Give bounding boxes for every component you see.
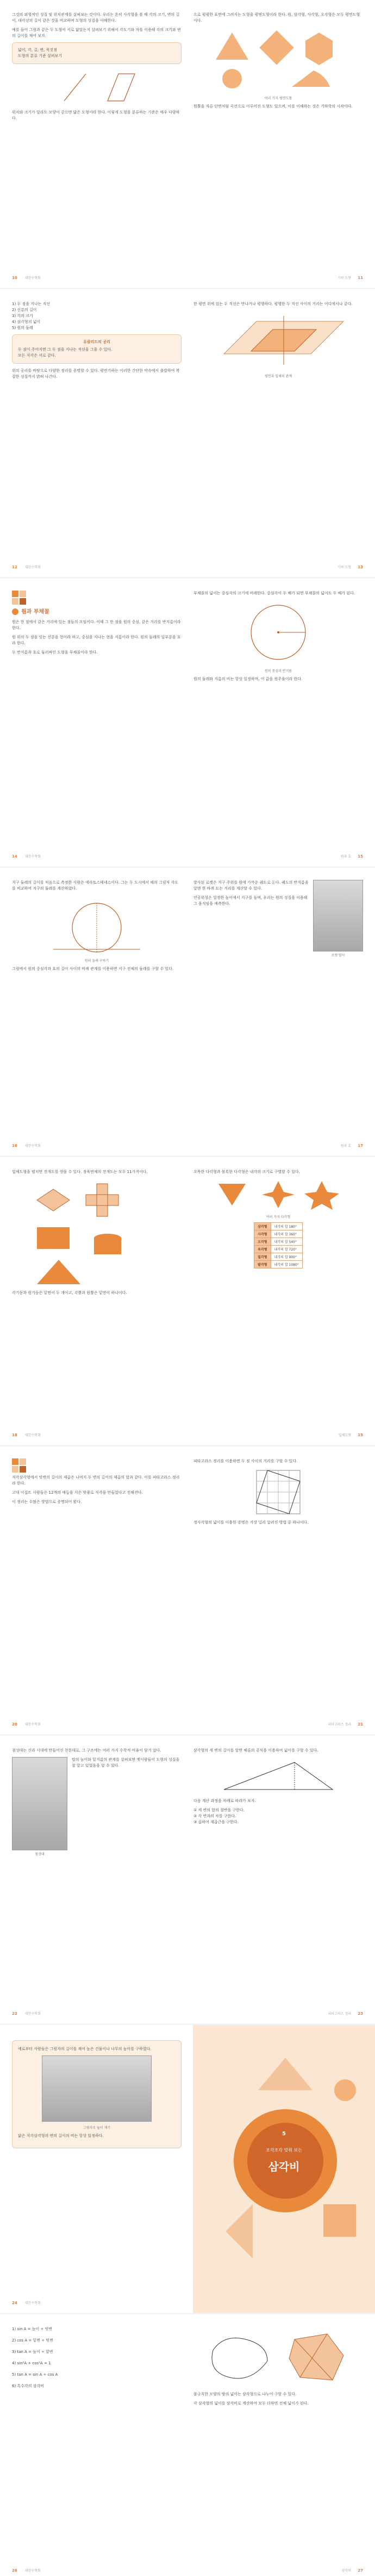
spread-6: [0, 1446, 375, 1734]
list-item: ① 세 변의 합의 절반을 구한다.: [193, 1808, 245, 1812]
paragraph: 예를 들어 그림과 같은 두 도형이 서로 닮았는지 살펴보기 위해서 각도기와 자를 이용해 각의 크기와 변의 길이를 재어 보자.: [12, 28, 181, 38]
paragraph: 그림에서 원의 중심각과 호의 길이 사이의 비례 관계를 이용하면 지구 전체의 둘레를 구할 수 있다.: [12, 967, 174, 971]
list-item: 4) sin²A + cos²A = 1: [12, 2361, 51, 2365]
running-head: 대한수학회: [25, 2301, 41, 2305]
decor-squares-icon: [12, 591, 34, 607]
figure-caption: 로켓 발사: [331, 954, 345, 957]
figure-shapes: [210, 27, 346, 92]
list-item: 1) 두 점을 지나는 직선: [12, 302, 51, 306]
table-cell: 사각형: [254, 1230, 271, 1238]
running-head: 입체도형: [338, 1433, 351, 1437]
running-head: 피타고라스 정리: [328, 1723, 351, 1727]
page-number: 17: [358, 1144, 363, 1148]
running-head: 삼각비: [341, 2569, 351, 2573]
list-item: 도형의 분류 기준 살펴보기: [18, 54, 62, 58]
rocket-photo: [313, 880, 363, 951]
spread-3: [0, 579, 375, 866]
paragraph: 원의 둘레와 지름의 비는 항상 일정하며, 이 값을 원주율이라 한다.: [193, 677, 303, 681]
table-cell: 칠각형: [254, 1253, 271, 1261]
left-column: [12, 12, 182, 272]
paragraph: 직각삼각형에서 빗변의 길이의 제곱은 나머지 두 변의 길이의 제곱의 합과 같다. 이를 피타고라스 정리라 한다.: [12, 1475, 180, 1486]
paragraph: 위치와 크기가 달라도 모양이 같으면 닮은 도형이라 한다. 이렇게 도형을 분류하는 기준은 매우 다양하다.: [12, 110, 180, 120]
table-cell: 삼각형: [254, 1223, 271, 1230]
list-item: 3) tan A = 높이 ÷ 밑변: [12, 2350, 53, 2354]
page-number: 15: [358, 854, 363, 859]
list-item: 두 점이 주어지면 그 두 점을 지나는 직선을 그을 수 있다.: [18, 347, 112, 352]
list-item: 2) cos A = 밑변 ÷ 빗변: [12, 2338, 53, 2343]
paragraph: 각 삼각형의 넓이를 삼각비로 계산하여 모두 더하면 전체 넓이가 된다.: [193, 2401, 309, 2406]
paragraph: 오목한 다각형과 볼록한 다각형은 내각의 크기로 구별할 수 있다.: [193, 1170, 300, 1174]
text-block: [193, 880, 309, 961]
figure-caption: 첨성대: [35, 1852, 45, 1856]
running-head: 대한수학회: [25, 276, 41, 280]
paragraph: 각기둥과 원기둥은 밑면이 두 개이고, 각뿔과 원뿔은 밑면이 하나이다.: [12, 1291, 127, 1295]
right-column: [193, 880, 363, 1140]
paragraph: 원은 한 점에서 같은 거리에 있는 점들의 모임이다. 이때 그 한 점을 원의 중심, 같은 거리를 반지름이라 한다.: [12, 620, 181, 630]
chapter-subtitle: 조각조각 맞춰 보는: [266, 2148, 302, 2153]
left-column: [12, 591, 182, 851]
list-item: 2) 선분의 길이: [12, 308, 37, 312]
paragraph: 탑의 높이와 밑지름의 관계를 살펴보면 옛사람들이 도형의 성질을 잘 알고 있었음을 알 수 있다.: [72, 1757, 180, 1768]
spread-4: [0, 868, 375, 1156]
left-column: [12, 2326, 182, 2565]
figure-triangle: [218, 1757, 338, 1795]
paragraph: 원뿔을 자른 단면처럼 곡선으로 이루어진 도형도 있으며, 이를 이해하는 것은 기하학의 시작이다.: [193, 104, 353, 109]
list-item: ③ 곱하여 제곱근을 구한다.: [193, 1820, 239, 1824]
shadow-photo: [42, 2055, 152, 2122]
page-number: 13: [358, 565, 363, 569]
figure-caption: 그림자로 높이 재기: [83, 2126, 111, 2130]
table-cell: 팔각형: [254, 1261, 271, 1268]
spread-5: [0, 1157, 375, 1445]
running-head: 대한수학회: [25, 855, 41, 859]
text-with-photo: [12, 1757, 182, 1860]
page-number: 23: [358, 2012, 363, 2016]
paragraph: 닮은 직각삼각형의 변의 길이의 비는 항상 일정하다.: [18, 2134, 104, 2138]
paragraph: 고대 이집트 사람들은 12개의 매듭을 지은 밧줄로 직각을 만들었다고 전해진다.: [12, 1490, 143, 1495]
page-number: 10: [12, 276, 17, 280]
table-cell: 내각의 합 180°: [271, 1223, 302, 1230]
paragraph: 이 정리는 수많은 방법으로 증명되어 왔다.: [12, 1500, 82, 1504]
figure-polygons: [213, 1178, 343, 1211]
paragraph: 원 위의 두 점을 잇는 선분을 현이라 하고, 중심을 지나는 현을 지름이라 한다. 원의 둘레의 일부분을 호라 한다.: [12, 635, 181, 645]
spread-1: [0, 0, 375, 288]
running-head: 대한수학회: [25, 1723, 41, 1727]
paragraph: 위의 공리를 바탕으로 다양한 정리를 증명할 수 있다. 평면기하는 이러한 간단한 약속에서 출발하여 복잡한 성질까지 밝혀 나간다.: [12, 369, 180, 379]
table-row: [254, 1238, 303, 1246]
section-title: [12, 607, 182, 615]
page-number: 16: [12, 1144, 17, 1148]
running-head: 원과 호: [340, 1144, 351, 1148]
table-cell: 내각의 합 540°: [271, 1238, 302, 1246]
right-column: [193, 12, 363, 272]
section-title-text: 원과 부채꼴: [21, 609, 49, 615]
left-column: [12, 301, 182, 562]
figure-solids: [26, 1178, 167, 1287]
table-row: [254, 1253, 303, 1261]
spread-7: [0, 1736, 375, 2023]
left-column: [12, 1748, 182, 2008]
figure-caption: 평면과 입체의 관계: [264, 375, 292, 378]
running-head: 대한수학회: [25, 1433, 41, 1437]
left-column: [12, 1458, 182, 1719]
figure-irregular-shapes: [202, 2328, 354, 2388]
note-box: [12, 42, 182, 64]
page-number: 20: [12, 1722, 17, 1727]
table-row: [254, 1246, 303, 1253]
running-head: 기하 도형: [337, 566, 351, 569]
table-cell: 오각형: [254, 1238, 271, 1246]
right-column: [193, 301, 363, 562]
table-row: [254, 1230, 303, 1238]
page-number: 11: [358, 276, 363, 280]
page-number: 12: [12, 565, 17, 569]
paragraph: 예로부터 사람들은 그림자의 길이를 재어 높은 건물이나 나무의 높이를 구하였다.: [18, 2047, 152, 2051]
page-number: 22: [12, 2012, 17, 2016]
paragraph: 다음 계산 과정을 차례로 따라가 보자.: [193, 1799, 256, 1803]
figure-lines: [53, 68, 140, 106]
paragraph: 발사된 로켓은 지구 주위를 원에 가까운 궤도로 돈다. 궤도의 반지름을 알면 한 바퀴 도는 거리를 계산할 수 있다.: [193, 880, 309, 891]
left-column: [12, 1169, 182, 1430]
list-item: 모든 직각은 서로 같다.: [18, 353, 56, 358]
right-column: [193, 591, 363, 851]
chapter-title: 삼각비: [268, 2160, 300, 2173]
paragraph: 첨성대는 신라 시대에 만들어진 천문대로, 그 구조에는 여러 가지 수학적 비율이 담겨 있다.: [12, 1748, 161, 1753]
chapter-cover: [193, 2025, 375, 2313]
table-row: [254, 1261, 303, 1268]
figure-earth-circle: [42, 895, 151, 955]
box-title: 유클리드의 공리: [83, 340, 110, 344]
right-column: [193, 1748, 363, 2008]
paragraph: 지구 둘레의 길이를 처음으로 측정한 사람은 에라토스테네스이다. 그는 두 도시에서 해의 그림자 각도를 비교하여 지구의 둘레를 계산하였다.: [12, 880, 179, 891]
figure-caption: 여러 가지 다각형: [266, 1215, 291, 1219]
list-item: 3) 각의 크기: [12, 314, 33, 318]
table-cell: 내각의 합 1080°: [271, 1261, 302, 1268]
list-item: 1) sin A = 높이 ÷ 빗변: [12, 2327, 53, 2331]
tower-photo: [12, 1757, 67, 1850]
running-head: 원과 호: [340, 855, 351, 859]
bullet-icon: [12, 608, 18, 615]
running-head: 대한수학회: [25, 1144, 41, 1148]
table-row: [254, 1223, 303, 1230]
page-number: 19: [358, 1433, 363, 1437]
list-item: 5) 원의 둘레: [12, 326, 33, 330]
axiom-box: [12, 334, 182, 364]
page-number: 27: [358, 2568, 363, 2573]
page-number: 21: [358, 1722, 363, 1727]
page-number: 14: [12, 854, 17, 859]
paragraph: 그것의 외형적인 성질 및 위치관계를 살펴보는 것이다. 우리는 흔히 사각형을 볼 때 각의 크기, 변의 길이, 대각선의 길이 같은 것을 비교하며 도형의 성질을 이해한다.: [12, 12, 180, 23]
table-cell: 내각의 합 900°: [271, 1253, 302, 1261]
figure-caption: 원의 중심과 반지름: [264, 669, 292, 673]
paragraph: 삼각형의 세 변의 길이를 알면 헤론의 공식을 이용하여 넓이를 구할 수 있다.: [193, 1748, 318, 1753]
text-with-photo: [193, 880, 363, 961]
spread-2: [0, 289, 375, 577]
table-cell: 육각형: [254, 1246, 271, 1253]
running-head: 대한수학회: [25, 566, 41, 569]
right-column: [193, 1169, 363, 1430]
list-item: ② 각 변과의 차를 구한다.: [193, 1814, 236, 1818]
decor-squares-icon: [12, 1458, 34, 1475]
paragraph: 한 평면 위에 있는 두 직선은 만나거나 평행하다. 평행한 두 직선 사이의 거리는 어디에서나 같다.: [193, 302, 353, 306]
paragraph: 피타고라스 정리를 이용하면 두 점 사이의 거리를 구할 수 있다.: [193, 1459, 298, 1463]
running-head: 대한수학회: [25, 2012, 41, 2016]
photo-block: [313, 880, 363, 961]
table-cell: 내각의 합 360°: [271, 1230, 302, 1238]
running-head: 대한수학회: [25, 2569, 41, 2573]
figure-planes: [208, 310, 349, 370]
spread-9: [0, 2314, 375, 2576]
paragraph: 입체도형을 펼치면 전개도를 얻을 수 있다. 정육면체의 전개도는 모두 11가지이다.: [12, 1170, 148, 1174]
figure-caption: 원의 둘레 구하기: [84, 959, 109, 963]
polygon-table: [254, 1222, 303, 1268]
spread-8: [0, 2025, 375, 2313]
paragraph: 인공위성은 일정한 높이에서 지구를 돌며, 우리는 원의 성질을 이용해 그 움직임을 예측한다.: [193, 896, 308, 906]
right-column: [193, 2326, 363, 2565]
left-column: [12, 2037, 182, 2298]
table-cell: 내각의 합 720°: [271, 1246, 302, 1253]
list-item: 넓이, 각, 길, 변, 꼭짓점: [18, 48, 57, 52]
left-column: [12, 880, 182, 1140]
right-column: [193, 1458, 363, 1719]
chapter-number: 5: [282, 2131, 286, 2137]
list-item: 6) 특수각의 삼각비: [12, 2384, 44, 2388]
list-item: 4) 삼각형의 넓이: [12, 320, 41, 324]
note-box: [12, 2040, 182, 2148]
paragraph: 불규칙한 모양의 땅의 넓이는 삼각형으로 나누어 구할 수 있다.: [193, 2392, 297, 2396]
list-item: 5) tan A = sin A ÷ cos A: [12, 2372, 58, 2377]
paragraph: 부채꼴의 넓이는 중심각의 크기에 비례한다. 중심각이 두 배가 되면 부채꼴의 넓이도 두 배가 된다.: [193, 591, 355, 595]
photo-block: [12, 1757, 67, 1860]
page-number: 26: [12, 2568, 17, 2573]
page-number: 18: [12, 1433, 17, 1437]
figure-grid-square: [254, 1468, 303, 1517]
figure-caption: 여러 가지 평면도형: [264, 97, 292, 100]
running-head: 기하 도형: [337, 276, 351, 280]
running-head: 피타고라스 정리: [328, 2012, 351, 2016]
paragraph: 정사각형의 넓이를 이용한 증명은 가장 널리 알려진 방법 중 하나이다.: [193, 1520, 309, 1525]
paragraph: 으로 평평한 표면에 그려지는 도형을 평면도형이라 한다. 원, 삼각형, 사각형, 오각형은 모두 평면도형이다.: [193, 12, 360, 23]
page-number: 24: [12, 2301, 17, 2305]
text-block: [72, 1757, 182, 1860]
figure-circle: [240, 600, 316, 665]
paragraph: 두 반지름과 호로 둘러싸인 도형을 부채꼴이라 한다.: [12, 650, 98, 655]
